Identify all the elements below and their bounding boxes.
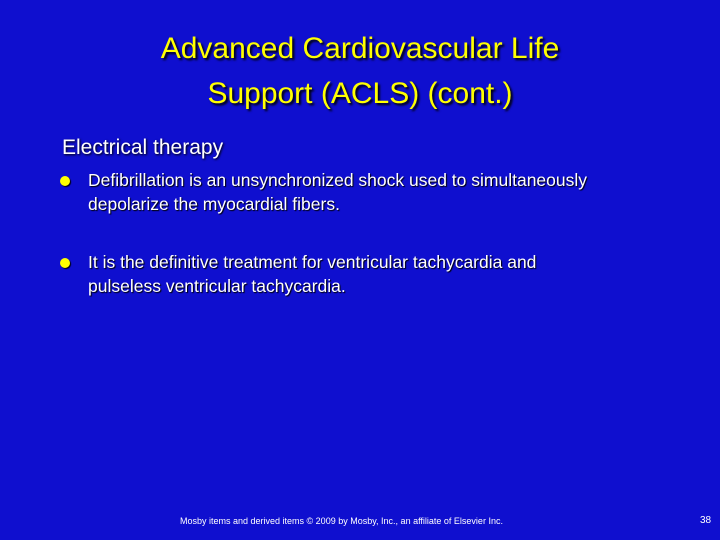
footer-copyright: Mosby items and derived items © 2009 by Mosby, Inc., an affiliate of Elsevier Inc. xyxy=(180,516,503,526)
slide-title-line-2: Support (ACLS) (cont.) xyxy=(207,77,513,110)
bullet-text-line: Defibrillation is an unsynchronized shock used to simultaneously xyxy=(88,170,588,190)
bullet-icon xyxy=(60,176,70,186)
bullet-text-line: It is the definitive treatment for ventricular tachycardia and xyxy=(88,252,537,272)
slide-title xyxy=(40,26,680,116)
section-heading: Electrical therapy xyxy=(62,136,224,159)
slide-number: 38 xyxy=(700,515,712,526)
bullet-text-line: pulseless ventricular tachycardia. xyxy=(88,276,346,296)
bullet-text-line: depolarize the myocardial fibers. xyxy=(88,194,340,214)
bullet-icon xyxy=(60,258,70,268)
bullet-text xyxy=(88,250,680,298)
slide-title-line-1: Advanced Cardiovascular Life xyxy=(160,32,560,65)
bullet-text xyxy=(88,168,680,216)
